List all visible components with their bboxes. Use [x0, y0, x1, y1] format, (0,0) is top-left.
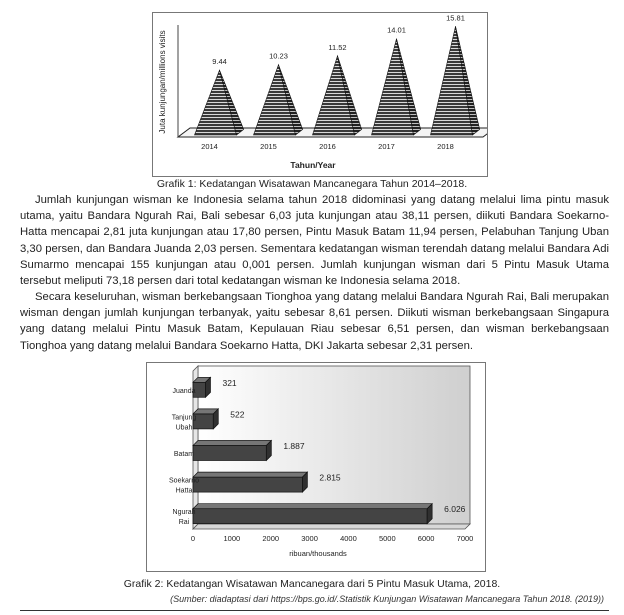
chart-1-svg — [153, 13, 487, 176]
chart-1-x-tick-2015: 2015 — [260, 142, 277, 151]
chart-2-category-label-1-1: Ubah — [175, 424, 193, 432]
paragraph-2: Secara keseluruhan, wisman berkebangsaan Tionghoa yang datang melalui Bandara Ngurah Rai, Bali merupakan wisman dengan jumlah kunjungan terbanyak, yaitu sebesar 8,61 persen. Diikuti wisman berkebangsaan Singapura yang datang melalui Pintu Masuk Batam, Kepulauan Riau sebesar 6,51 persen, dan wisman berkebangsaan Tionghoa yang datang melalui Bandara Soekarno Hatta, DKI Jakarta sebesar 2,31 persen. — [20, 291, 609, 352]
chart-1-y-axis-label: Juta kunjungan/millions visits — [158, 30, 167, 134]
chart-2-bar-top-4 — [193, 504, 432, 509]
chart-1-data-label-2017: 14.01 — [387, 25, 406, 35]
chart-2-data-label-0: 321 — [222, 377, 237, 388]
chart-2-category-label-2-0: Batam — [173, 451, 195, 458]
chart-2-data-label-2: 1.887 — [283, 441, 305, 451]
chart-2-category-label-0-0: Juanda — [172, 387, 196, 395]
chart-2-bar-top-3 — [193, 472, 307, 477]
chart-2-x-tick-3000: 3000 — [301, 534, 318, 543]
paragraph-1: Jumlah kunjungan wisman ke Indonesia selama tahun 2018 didominasi yang datang melalui lima pintu masuk utama, yaitu Bandara Ngurah Rai, Bali sebesar 6,03 juta kunjungan atau 38,11 persen, diikuti Bandara Soekarno-Hatta mencapai 2,81 juta kunjungan atau 17,80 persen, Pintu Masuk Batam 11,94 persen, Pelabuhan Tanjung Uban 3,30 persen, dan Bandara Juanda 2,03 persen. Sementara kedatangan wisman terendah datang melalui Bandara Adi Sumarmo mencapai 155 kunjungan atau 0,001 persen. Jumlah kunjungan wisman dari 5 Pintu Masuk Utama tersebut meliputi 73,18 persen dari total kedatangan wisman ke Indonesia selama 2018. — [20, 194, 609, 288]
chart-1-data-label-2014: 9.44 — [212, 57, 227, 67]
chart-2-bar-4 — [193, 509, 427, 524]
chart-2-category-label-1-0: Tanjung — [171, 414, 197, 422]
chart-2-bar-2 — [193, 446, 266, 461]
chart-2-data-label-4: 6.026 — [444, 504, 466, 515]
chart-2-category-label-3-1: Hatta — [175, 487, 193, 495]
chart-2-x-tick-2000: 2000 — [262, 534, 280, 543]
chart-2-entry-points — [146, 362, 486, 572]
chart-2-data-label-3: 2.815 — [319, 472, 341, 483]
chart-1-data-label-2016: 11.52 — [328, 42, 347, 52]
chart-2-x-tick-1000: 1000 — [223, 534, 241, 543]
chart-2-category-label-4-0: Ngurah — [172, 509, 196, 517]
bottom-divider — [20, 610, 609, 611]
chart-1-visitors-per-year — [152, 12, 488, 177]
chart-2-category-label-3-0: Soekarno — [169, 477, 199, 485]
chart-1-x-axis-label: Tahun/Year — [290, 160, 336, 170]
chart-2-svg — [147, 363, 485, 571]
source-citation: (Sumber: diadaptasi dari https://bps.go.id/.Statistik Kunjungan Wisatawan Mancanegara Tahun 2018. (2019)) — [170, 594, 604, 604]
chart-1-data-label-2018: 15.81 — [446, 13, 465, 23]
chart-2-x-tick-4000: 4000 — [340, 534, 357, 543]
chart-2-x-tick-7000: 7000 — [456, 534, 474, 543]
chart-2-x-tick-0: 0 — [190, 534, 196, 543]
chart-2-caption: Grafik 2: Kedatangan Wisatawan Mancanegara dari 5 Pintu Masuk Utama, 2018. — [123, 578, 501, 590]
chart-2-data-label-1: 522 — [230, 409, 245, 420]
chart-2-x-axis-label: ribuan/thousands — [289, 549, 347, 558]
chart-1-data-label-2015: 10.23 — [269, 51, 288, 61]
chart-2-category-label-4-1: Rai — [178, 519, 190, 527]
chart-2-x-tick-5000: 5000 — [378, 534, 396, 543]
chart-1-x-tick-2018: 2018 — [437, 142, 454, 151]
chart-1-x-tick-2017: 2017 — [378, 142, 395, 151]
chart-2-bar-top-2 — [193, 441, 271, 446]
chart-2-floor — [193, 524, 470, 529]
chart-1-x-tick-2014: 2014 — [201, 142, 218, 151]
chart-1-x-tick-2016: 2016 — [319, 142, 336, 151]
chart-2-bar-3 — [193, 477, 302, 492]
chart-2-x-tick-6000: 6000 — [417, 534, 435, 543]
chart-1-caption: Grafik 1: Kedatangan Wisatawan Mancanegara Tahun 2014–2018. — [156, 178, 468, 190]
